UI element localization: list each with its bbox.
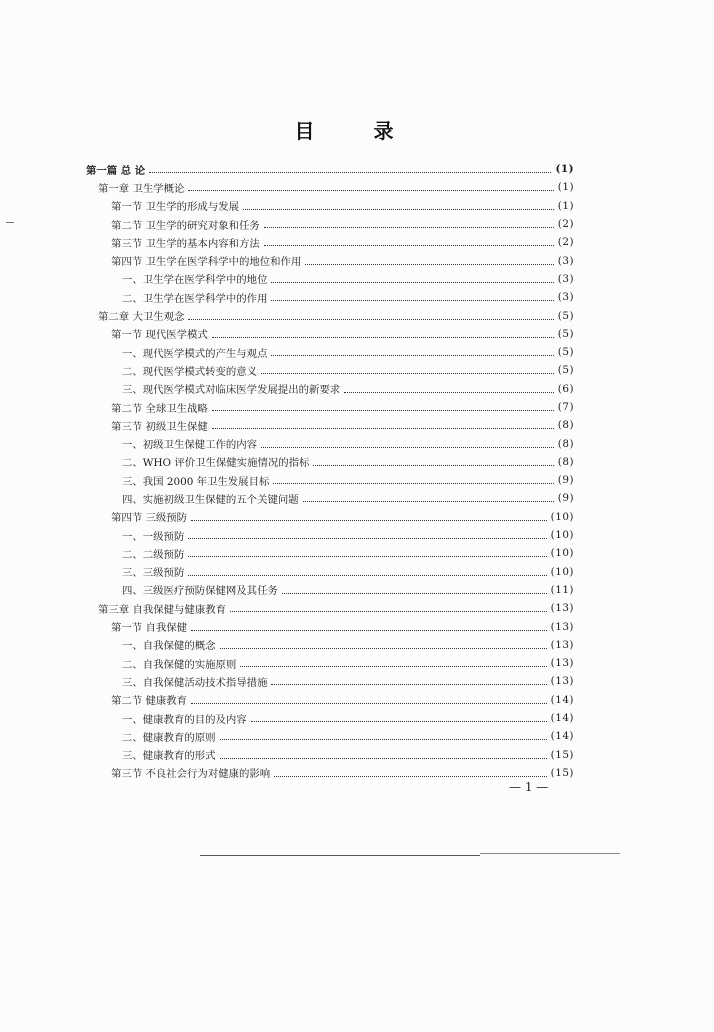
toc-leader-dots: [303, 500, 554, 502]
toc-entry-page: (2): [557, 218, 574, 231]
toc-entry-page: (9): [557, 492, 574, 505]
toc-entry-page: (5): [557, 346, 574, 359]
toc-entry: [86, 306, 574, 324]
toc-leader-dots: [243, 208, 554, 210]
toc-entry-label: 第一节 现代医学模式: [111, 329, 208, 342]
toc-entry: [86, 727, 574, 745]
toc-leader-dots: [344, 391, 554, 393]
toc-entry-label: 第四节 三级预防: [111, 512, 188, 525]
toc-leader-dots: [220, 647, 547, 649]
toc-entry-label: 一、自我保健的概念: [122, 640, 216, 653]
toc-entry-page: (7): [557, 401, 574, 413]
toc-entry-page: (3): [557, 291, 574, 304]
toc-entry-label: 第二节 卫生学的研究对象和任务: [111, 219, 260, 232]
toc-entry: [86, 270, 574, 288]
toc-entry: [86, 471, 574, 489]
scan-mark: [6, 222, 14, 223]
toc-entry-page: (8): [557, 437, 574, 450]
toc-entry-page: (10): [550, 547, 574, 560]
toc-entry-page: (5): [557, 309, 574, 322]
toc-entry-label: 一、一级预防: [122, 530, 185, 543]
toc-entry-label: 四、实施初级卫生保健的五个关键问题: [122, 493, 299, 506]
toc-entry-label: 二、二级预防: [122, 548, 185, 561]
toc-entry-label: 第三节 初级卫生保健: [111, 420, 208, 433]
toc-entry-page: (11): [550, 583, 574, 596]
toc-entry-page: (5): [557, 327, 574, 340]
toc-entry-page: (3): [557, 254, 574, 267]
toc-entry-label: 第一节 自我保健: [111, 622, 188, 635]
toc-entry-label: 第二节 健康教育: [111, 695, 188, 708]
toc-leader-dots: [191, 519, 547, 521]
toc-entry-label: 二、自我保健的实施原则: [122, 658, 237, 671]
page-number: — 1 —: [509, 780, 549, 794]
toc-entry: [86, 178, 574, 196]
toc-entry-page: (8): [557, 419, 574, 432]
toc-entry: [86, 215, 574, 233]
toc-leader-dots: [188, 574, 546, 576]
toc-entry-label: 二、健康教育的原则: [122, 731, 216, 744]
toc-entry: [86, 489, 574, 507]
bottom-rule: [200, 855, 480, 856]
toc-entry: [86, 325, 574, 343]
toc-entry: [86, 617, 574, 635]
toc-entry-page: (10): [550, 529, 574, 542]
toc-entry: [86, 599, 574, 617]
toc-leader-dots: [264, 226, 554, 228]
toc-leader-dots: [282, 592, 547, 594]
toc-leader-dots: [188, 318, 553, 320]
toc-leader-dots: [191, 629, 547, 631]
toc-entry: [86, 581, 574, 599]
toc-leader-dots: [261, 372, 554, 374]
toc-leader-dots: [261, 446, 554, 448]
toc-entry: [86, 636, 574, 654]
toc-leader-dots: [230, 610, 547, 612]
toc-entry-label: 一、健康教育的目的及内容: [122, 713, 247, 726]
toc-entry-page: (8): [557, 455, 574, 468]
toc-entry-page: (1): [557, 199, 574, 212]
toc-entry-label: 三、我国 2000 年卫生发展目标: [122, 475, 270, 488]
toc-entry-page: (14): [550, 730, 574, 743]
toc-entry-label: 二、现代医学模式转变的意义: [122, 365, 258, 378]
toc-entry: [86, 251, 574, 269]
toc-entry: [86, 361, 574, 379]
table-of-contents: [86, 160, 574, 782]
toc-entry-label: 第三节 卫生学的基本内容和方法: [111, 237, 260, 250]
toc-leader-dots: [188, 555, 546, 557]
toc-entry: [86, 764, 574, 782]
toc-entry: [86, 508, 574, 526]
toc-entry-label: 第一节 卫生学的形成与发展: [111, 201, 239, 214]
toc-entry-page: (1): [555, 163, 574, 176]
toc-entry-page: (13): [550, 602, 574, 615]
toc-entry-page: (6): [557, 382, 574, 395]
toc-entry-label: 第四节 卫生学在医学科学中的地位和作用: [111, 256, 302, 269]
toc-entry-label: 四、三级医疗预防保健网及其任务: [122, 585, 278, 598]
toc-entry-page: (10): [550, 510, 574, 523]
toc-entry-label: 第二章 大卫生观念: [98, 311, 185, 324]
toc-leader-dots: [212, 427, 554, 429]
toc-entry: [86, 672, 574, 690]
toc-entry: [86, 343, 574, 361]
toc-entry-page: (10): [550, 565, 574, 578]
toc-leader-dots: [212, 336, 554, 338]
toc-entry-page: (13): [550, 620, 574, 633]
toc-entry: [86, 434, 574, 452]
toc-entry-label: 三、健康教育的形式: [122, 750, 216, 763]
toc-entry-page: (3): [557, 272, 574, 285]
toc-entry-label: 三、三级预防: [122, 567, 185, 580]
toc-entry-page: (14): [550, 712, 574, 725]
toc-entry-page: (13): [550, 638, 574, 651]
toc-entry: [86, 233, 574, 251]
toc-leader-dots: [188, 537, 546, 539]
toc-entry-label: 第三节 不良社会行为对健康的影响: [111, 768, 271, 781]
toc-entry: [86, 563, 574, 581]
toc-entry-label: 第二节 全球卫生战略: [111, 402, 208, 415]
toc-leader-dots: [191, 702, 547, 704]
toc-entry: [86, 398, 574, 416]
toc-entry-page: (15): [550, 748, 574, 761]
toc-entry: [86, 544, 574, 562]
toc-leader-dots: [271, 683, 546, 685]
toc-entry: [86, 709, 574, 727]
toc-entry-page: (15): [550, 766, 574, 779]
toc-leader-dots: [220, 757, 547, 759]
toc-leader-dots: [271, 281, 553, 283]
toc-leader-dots: [188, 189, 553, 191]
toc-entry: [86, 654, 574, 672]
toc-entry: [86, 380, 574, 398]
toc-entry-page: (14): [550, 693, 574, 706]
toc-entry-label: 三、现代医学模式对临床医学发展提出的新要求: [122, 384, 341, 397]
toc-leader-dots: [273, 482, 553, 484]
toc-entry-label: 第一篇 总 论: [86, 164, 146, 177]
toc-entry: [86, 160, 574, 178]
toc-entry-label: 三、自我保健活动技术指导措施: [122, 676, 268, 689]
toc-entry: [86, 453, 574, 471]
toc-entry-label: 二、卫生学在医学科学中的作用: [122, 292, 268, 305]
toc-leader-dots: [240, 665, 546, 667]
toc-entry-label: 第一章 卫生学概论: [98, 182, 185, 195]
toc-leader-dots: [274, 775, 546, 777]
toc-entry-page: (2): [557, 236, 574, 249]
toc-entry-label: 第三章 自我保健与健康教育: [98, 603, 226, 616]
toc-entry: [86, 197, 574, 215]
bottom-rule-right: [480, 853, 620, 854]
toc-entry: [86, 526, 574, 544]
toc-entry-page: (13): [550, 675, 574, 688]
toc-entry: [86, 288, 574, 306]
toc-leader-dots: [220, 738, 547, 740]
toc-leader-dots: [264, 244, 554, 246]
toc-leader-dots: [305, 263, 553, 265]
toc-entry-label: 一、初级卫生保健工作的内容: [122, 439, 258, 452]
toc-entry: [86, 416, 574, 434]
toc-leader-dots: [149, 171, 551, 173]
toc-leader-dots: [271, 299, 553, 301]
toc-entry-page: (9): [557, 474, 574, 487]
toc-entry-page: (1): [557, 181, 574, 194]
toc-leader-dots: [271, 354, 553, 356]
toc-entry-page: (13): [550, 657, 574, 670]
toc-leader-dots: [313, 464, 553, 466]
toc-entry: [86, 746, 574, 764]
toc-entry-label: 一、卫生学在医学科学中的地位: [122, 274, 268, 287]
toc-entry-label: 一、现代医学模式的产生与观点: [122, 347, 268, 360]
toc-entry-page: (5): [557, 364, 574, 377]
toc-leader-dots: [212, 409, 554, 411]
page-title: 目 录: [294, 119, 420, 143]
toc-entry-label: 二、WHO 评价卫生保健实施情况的指标: [122, 457, 310, 470]
toc-leader-dots: [251, 720, 547, 722]
toc-entry: [86, 691, 574, 709]
